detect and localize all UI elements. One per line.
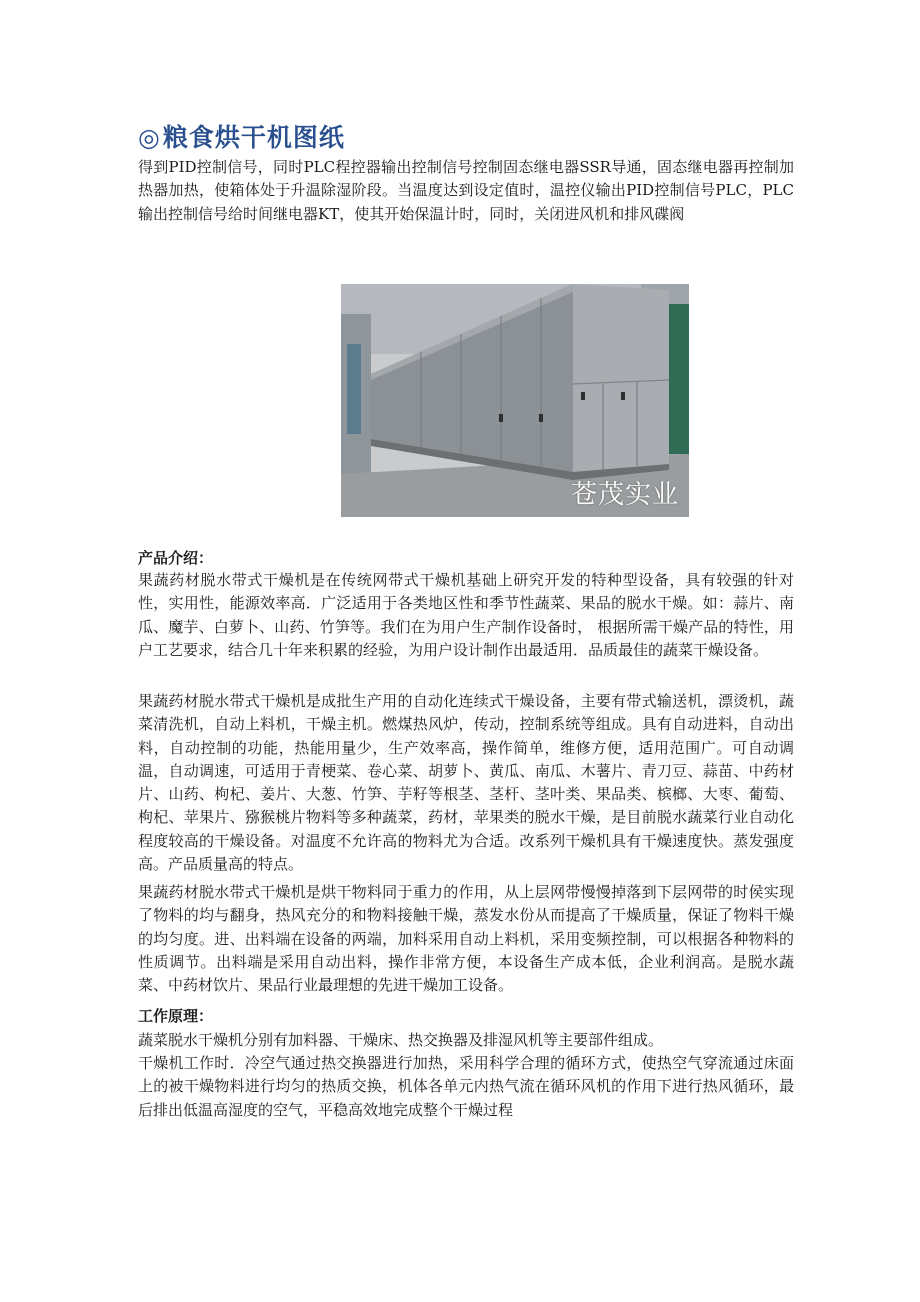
- dryer-machine-photo: [341, 284, 689, 517]
- title-bullet-icon: ◎: [138, 123, 161, 152]
- photo-watermark: 苍茂实业: [570, 480, 679, 510]
- product-paragraph-3: 果蔬药材脱水带式干燥机是烘干物料同于重力的作用，从上层网带慢慢掉落到下层网带的时侯实现了物料的均与翻身，热风充分的和物料接触干燥，蒸发水份从而提高了干燥质量，保证了物料干燥的均匀度。进、出料端在设备的两端，加料采用自动上料机，采用变频控制，可以根据各种物料的性质调节。出料端是采用自动出料，操作非常方便，本设备生产成本低，企业利润高。是脱水蔬菜、中药材饮片、果品行业最理想的先进干燥加工设备。: [138, 883, 794, 995]
- product-paragraph-1: 果蔬药材脱水带式干燥机是在传统网带式干燥机基础上研究开发的特种型设备，具有较强的针对性，实用性，能源效率高．广泛适用于各类地区性和季节性蔬菜、果品的脱水干燥。如：蒜片、南瓜、魔芋、白萝卜、山药、竹笋等。我们在为用户生产制作设备时， 根据所需干燥产品的特性，用户工艺要求，结合几十年来积累的经验，为用户设计制作出最适用．品质最佳的蔬菜干燥设备。: [138, 571, 794, 659]
- product-paragraph-2: 果蔬药材脱水带式干燥机是成批生产用的自动化连续式干燥设备，主要有带式输送机，漂烫机，蔬菜清洗机，自动上料机，干燥主机。燃煤热风炉，传动，控制系统等组成。具有自动进料，自动出料，自动控制的功能，热能用量少，生产效率高，操作简单，维修方便，适用范围广。可自动调温，自动调速，可适用于青梗菜、卷心菜、胡萝卜、黄瓜、南瓜、木薯片、青刀豆、蒜苗、中药材片、山药、枸杞、姜片、大葱、竹笋、芋籽等根茎、茎杆、茎叶类、果品类、槟榔、大枣、葡萄、枸杞、苹果片、猕猴桃片物料等多种蔬菜，药材，苹果类的脱水干燥，是目前脱水蔬菜行业自动化程度较高的干燥设备。对温度不允许高的物料尤为合适。改系列干燥机具有干燥速度快。蒸发强度高。产品质量高的特点。: [138, 692, 794, 874]
- intro-paragraph: 得到PID控制信号，同时PLC程控器输出控制信号控制固态继电器SSR导通，固态继电器再控制加热器加热，使箱体处于升温除湿阶段。当温度达到设定值时，温控仪输出PID控制信号PLC，PLC输出控制信号给时间继电器KT，使其开始保温计时，同时，关闭进风机和排风碟阀: [138, 158, 794, 223]
- working-principle-heading: 工作原理：: [138, 1007, 214, 1025]
- page-title-text: 粮食烘干机图纸: [162, 123, 345, 152]
- page-title: [138, 118, 345, 154]
- product-intro-heading: 产品介绍：: [138, 549, 214, 567]
- principle-paragraph-1: 蔬菜脱水干燥机分别有加料器、干燥床、热交换器及排湿风机等主要部件组成。: [138, 1031, 664, 1049]
- principle-paragraph-2: 干燥机工作时．冷空气通过热交换器进行加热，采用科学合理的循环方式，使热空气穿流通过床面上的被干燥物料进行均匀的热质交换，机体各单元内热气流在循环风机的作用下进行热风循环，最后排出低温高湿度的空气，平稳高效地完成整个干燥过程: [138, 1054, 794, 1119]
